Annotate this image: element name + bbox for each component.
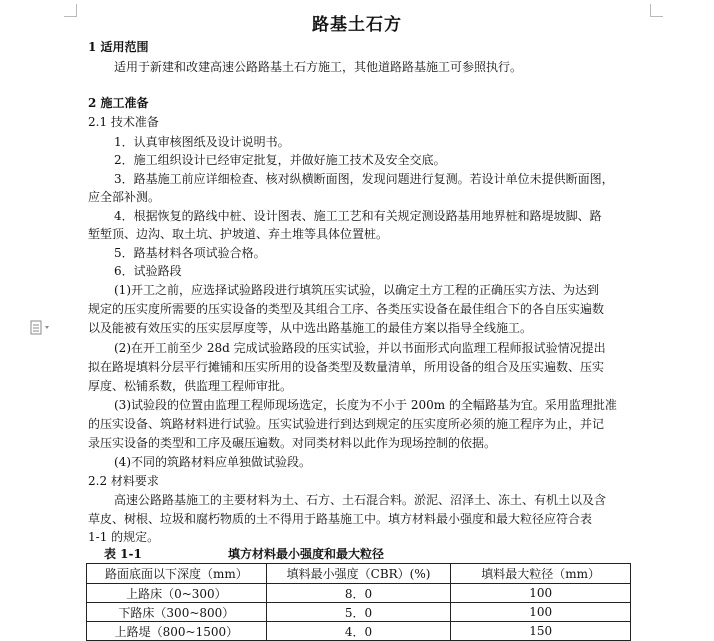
table-caption: [104, 545, 385, 562]
list-item: 2．施工组织设计已经审定批复，并做好施工技术及安全交底。: [114, 153, 446, 167]
section-1-body: 适用于新建和改建高速公路路基土石方施工，其他道路路基施工可参照执行。: [114, 60, 523, 74]
table-cell: 4．0: [266, 622, 451, 641]
table-cell: 150: [451, 622, 631, 641]
paragraph-line: 草皮、树根、垃圾和腐朽物质的土不得用于路基施工中。填方材料最小强度和最大粒径应符合表: [88, 512, 593, 526]
table-cell: 100: [451, 584, 631, 603]
table-header-row: [87, 564, 631, 584]
list-item: 5．路基材料各项试验合格。: [114, 246, 266, 260]
list-item-continuation: 应全部补测。: [88, 190, 161, 204]
list-item-continuation: 堑堑顶、边沟、取土坑、护坡道、弃土堆等具体位置桩。: [88, 227, 389, 241]
table-row: [87, 603, 631, 622]
table-row: [87, 584, 631, 603]
paragraph-line: 厚度、松铺系数，供监理工程师审批。: [88, 379, 293, 393]
table-header-cell: 填料最小强度（CBR）(%): [266, 564, 451, 584]
paragraph-line: 拟在路堤填料分层平行摊铺和压实所用的设备类型及数量清单，所用设备的组合及压实遍数、压实: [88, 360, 605, 374]
table-header-cell: 填料最大粒径（mm）: [451, 564, 631, 584]
paragraph-line: (4)不同的筑路材料应单独做试验段。: [114, 455, 311, 469]
table-row: [87, 622, 631, 641]
paragraph-line: 录压实设备的类型和工序及碾压遍数。对同类材料以此作为现场控制的依据。: [88, 436, 497, 450]
section-2-heading: 2 施工准备: [88, 96, 149, 110]
table-cell: 上路堤（800~1500）: [87, 622, 267, 641]
list-item: 3．路基施工前应详细检查、核对纵横断面图，发现问题进行复测。若设计单位未提供断面图，: [114, 172, 614, 186]
paragraph-line: (2)在开工前至少 28d 完成试验路段的压实试验，并以书面形式向监理工程师报试验情况提出: [114, 341, 606, 355]
section-2-2-heading: 2.2 材料要求: [88, 474, 159, 488]
table-cell: 8．0: [266, 584, 451, 603]
table-header-cell: 路面底面以下深度（mm）: [87, 564, 267, 584]
materials-table: [86, 563, 631, 641]
table-label: 表 1-1: [104, 547, 142, 561]
document-title: 路基土石方: [312, 15, 402, 35]
paragraph-line: 1-1 的规定。: [88, 530, 160, 544]
paragraph-line: 高速公路路基施工的主要材料为土、石方、土石混合料。淤泥、沼泽土、冻土、有机土以及含: [114, 493, 607, 507]
list-item: 4．根据恢复的路线中桩、设计图表、施工工艺和有关规定测设路基用地界桩和路堤坡脚、路: [114, 209, 602, 223]
table-cell: 5．0: [266, 603, 451, 622]
list-item: 6．试验路段: [114, 264, 182, 278]
section-2-1-heading: 2.1 技术准备: [88, 115, 159, 129]
section-1-heading: 1 适用范围: [88, 40, 149, 54]
table-cell: 下路床（300~800）: [87, 603, 267, 622]
list-item: 1．认真审核图纸及设计说明书。: [114, 135, 290, 149]
paragraph-line: 规定的压实度所需要的压实设备的类型及其组合工序、各类压实设备在最佳组合下的各自压实遍数: [88, 302, 605, 316]
paragraph-line: (3)试验段的位置由监理工程师现场选定，长度为不小于 200m 的全幅路基为宜。采用监理批准: [114, 398, 617, 412]
table-cell: 100: [451, 603, 631, 622]
paragraph-line: (1)开工之前，应选择试验路段进行填筑压实试验，以确定土方工程的正确压实方法、为达到: [114, 283, 600, 297]
paragraph-line: 的压实设备、筑路材料进行试验。压实试验进行到达到规定的压实度所必须的施工程序为止，并记: [88, 417, 605, 431]
table-cell: 上路床（0~300）: [87, 584, 267, 603]
document-icon[interactable]: [30, 320, 52, 336]
table-title: 填方材料最小强度和最大粒径: [228, 547, 385, 561]
paragraph-line: 以及能被有效压实的压实层厚度等，从中选出路基施工的最佳方案以指导全线施工。: [88, 321, 533, 335]
